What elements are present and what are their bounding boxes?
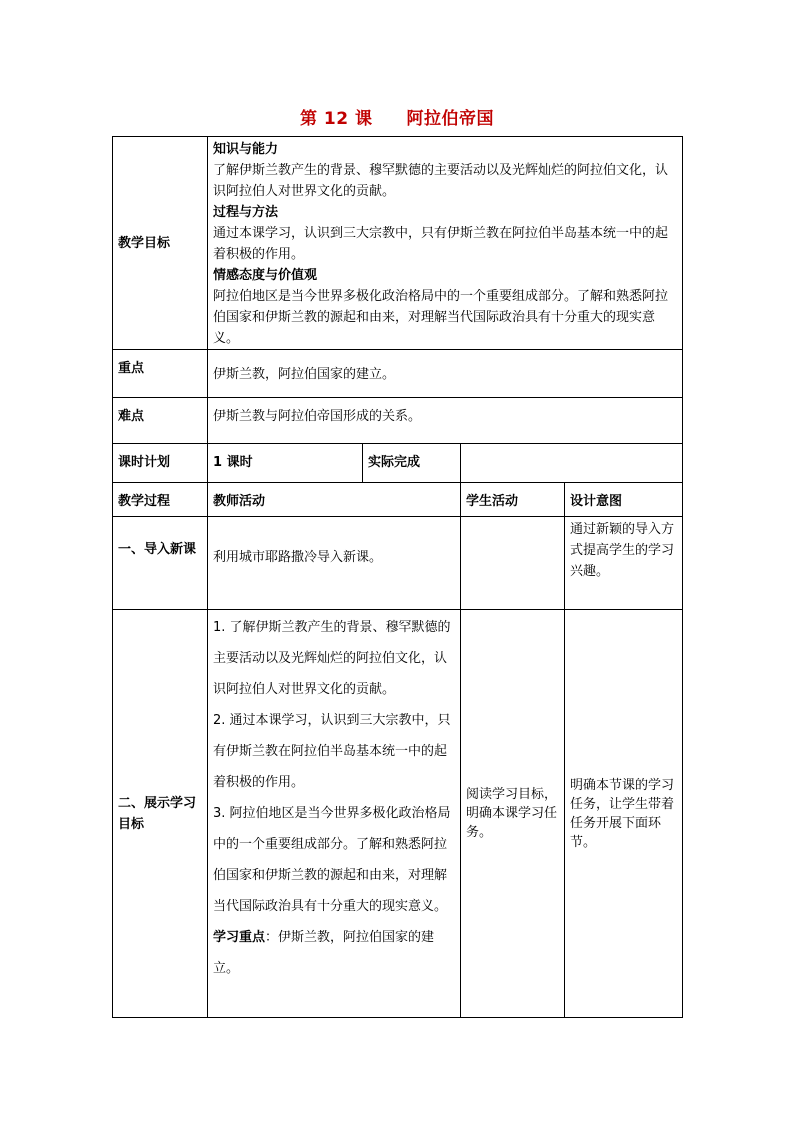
difficulty-text: 伊斯兰教与阿拉伯帝国形成的关系。 (208, 398, 683, 444)
knowledge-text: 了解伊斯兰教产生的背景、穆罕默德的主要活动以及光辉灿烂的阿拉伯文化，认识阿拉伯人对世界文化的贡献。 (213, 163, 669, 199)
learning-key-point (213, 922, 455, 984)
process-header-row (113, 483, 683, 517)
header-teacher: 教师活动 (208, 483, 461, 517)
process-text: 通过本课学习，认识到三大宗教中，只有伊斯兰教在阿拉伯半岛基本统一中的起着积极的作用。 (213, 226, 669, 262)
key-point-row (113, 350, 683, 398)
stage-design-intent: 通过新颖的导入方式提高学生的学习兴趣。 (565, 517, 683, 610)
stage-name: 一、导入新课 (113, 517, 208, 610)
stage-name: 二、展示学习目标 (113, 610, 208, 1018)
stage-teacher-activity: 利用城市耶路撒冷导入新课。 (208, 517, 461, 610)
stage-teacher-activity (208, 610, 461, 1018)
stage-row (113, 610, 683, 1018)
header-process: 教学过程 (113, 483, 208, 517)
lesson-number: 第 12 课 (300, 109, 373, 129)
stage-design-intent: 明确本节课的学习任务，让学生带着任务开展下面环节。 (565, 610, 683, 1018)
key-point-label: 重点 (113, 350, 208, 398)
learning-key-text: ：伊斯兰教，阿拉伯国家的建立。 (213, 930, 435, 976)
attitude-text: 阿拉伯地区是当今世界多极化政治格局中的一个重要组成部分。了解和熟悉阿拉伯国家和伊斯兰教的源起和由来，对理解当代国际政治具有十分重大的现实意义。 (213, 289, 669, 346)
stage-student-activity: 阅读学习目标，明确本课学习任务。 (461, 610, 565, 1018)
objective-item: 3. 阿拉伯地区是当今世界多极化政治格局中的一个重要组成部分。了解和熟悉阿拉伯国家和伊斯兰教的源起和由来，对理解当代国际政治具有十分重大的现实意义。 (213, 806, 451, 914)
objective-item: 2. 通过本课学习，认识到三大宗教中，只有伊斯兰教在阿拉伯半岛基本统一中的起着积极的作用。 (213, 713, 451, 790)
header-intent: 设计意图 (565, 483, 683, 517)
schedule-label: 课时计划 (113, 444, 208, 483)
actual-value (461, 444, 683, 483)
objectives-row (113, 137, 683, 350)
stage-student-activity (461, 517, 565, 610)
lesson-name: 阿拉伯帝国 (406, 109, 494, 129)
objectives-label: 教学目标 (113, 137, 208, 350)
knowledge-heading: 知识与能力 (213, 142, 279, 157)
schedule-row (113, 444, 683, 483)
process-heading: 过程与方法 (213, 205, 279, 220)
key-point-text: 伊斯兰教，阿拉伯国家的建立。 (208, 350, 683, 398)
attitude-heading: 情感态度与价值观 (213, 268, 318, 283)
stage-row (113, 517, 683, 610)
document-title (0, 104, 794, 129)
learning-key-label: 学习重点 (213, 930, 266, 945)
objectives-content (208, 137, 683, 350)
objective-item: 1. 了解伊斯兰教产生的背景、穆罕默德的主要活动以及光辉灿烂的阿拉伯文化，认识阿拉伯人对世界文化的贡献。 (213, 620, 451, 697)
schedule-value: 1 课时 (208, 444, 363, 483)
header-student: 学生活动 (461, 483, 565, 517)
lesson-plan-table (112, 136, 683, 1018)
actual-label: 实际完成 (363, 444, 461, 483)
difficulty-label: 难点 (113, 398, 208, 444)
difficulty-row (113, 398, 683, 444)
